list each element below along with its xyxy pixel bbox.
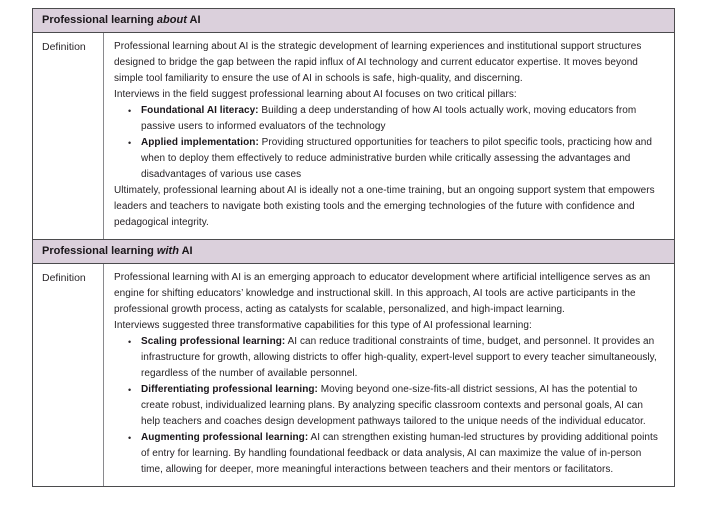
outro-paragraph: Ultimately, professional learning about AI is ideally not a one-time training, but an ongoing support system that empowers leaders and teachers to navigate both existing tools and the emerging technologies of the future with confidence and pedagogical integrity. bbox=[114, 185, 655, 228]
intro-paragraph: Professional learning with AI is an emerging approach to educator development where artificial intelligence serves as an engine for shifting educators’ knowledge and instructional skill. In this approach, AI tools are active participants in the professional growth process, acting as catalysts for scalable, personalized, and high-impact learning. bbox=[114, 272, 651, 315]
bullet-item-augmenting-professional-learning bbox=[114, 430, 662, 478]
bullet-text: Providing structured opportunities for teachers to pilot specific tools, practicing how and when to deploy them effectively to reduce administrative burden while critically assessing the advantages and disadvantages of various use cases bbox=[141, 137, 652, 180]
bullet-item-differentiating-professional-learning bbox=[114, 382, 662, 430]
section-header-text-prefix: Professional learning bbox=[42, 14, 157, 26]
bullet-marker: • bbox=[128, 106, 132, 116]
definitions-table bbox=[32, 8, 675, 487]
bullet-item-scaling-professional-learning bbox=[114, 334, 662, 382]
lead-in-paragraph: Interviews suggested three transformative capabilities for this type of AI professional learning: bbox=[114, 320, 532, 331]
bullet-item-foundational-ai-literacy bbox=[114, 103, 662, 135]
section-header-with-ai bbox=[33, 240, 674, 264]
intro-paragraph: Professional learning about AI is the strategic development of learning experiences and institutional support structures designed to bridge the gap between the rapid influx of AI technology and current educator expertise. It moves beyond simple tool familiarity to ensure the use of AI in schools is safe, high-quality, and discerning. bbox=[114, 41, 642, 84]
definition-row-about-ai bbox=[33, 33, 674, 240]
bullet-bold-label: Scaling professional learning: bbox=[141, 336, 286, 347]
section-header-text-suffix: AI bbox=[186, 14, 201, 26]
section-header-about-ai bbox=[33, 9, 674, 33]
bullet-marker: • bbox=[128, 385, 132, 395]
section-header-text-prefix: Professional learning bbox=[42, 245, 157, 257]
bullet-marker: • bbox=[128, 138, 132, 148]
row-label-definition: Definition bbox=[33, 33, 104, 239]
definition-content-with-ai bbox=[104, 264, 674, 486]
bullet-item-applied-implementation bbox=[114, 135, 662, 183]
bullet-marker: • bbox=[128, 337, 132, 347]
row-label-definition: Definition bbox=[33, 264, 104, 486]
section-header-text-emphasis: about bbox=[156, 14, 187, 26]
bullet-text: AI can reduce traditional constraints of time, budget, and personnel. It provides an infrastructure for growth, allowing districts to offer high-quality, expert-level support to every teacher simultaneously, regardless of the number of available personnel. bbox=[141, 336, 657, 379]
bullet-bold-label: Augmenting professional learning: bbox=[141, 432, 309, 443]
bullet-bold-label: Foundational AI literacy: bbox=[141, 105, 259, 116]
bullet-bold-label: Applied implementation: bbox=[141, 137, 259, 148]
section-header-text-emphasis: with bbox=[156, 245, 179, 257]
bullet-text: AI can strengthen existing human-led structures by providing additional points of entry for learning. By handling foundational feedback or data analysis, AI can maximize the value of in-person time, allowing for deeper, more meaningful interactions between teachers and their mentors or facilitators. bbox=[141, 432, 658, 475]
bullet-text: Moving beyond one-size-fits-all district sessions, AI has the potential to create robust, individualized learning plans. By analyzing specific classroom contexts and personal goals, AI can help teachers and coaches design development pathways tailored to the unique needs of the individual educator. bbox=[141, 384, 646, 427]
bullet-bold-label: Differentiating professional learning: bbox=[141, 384, 318, 395]
definition-row-with-ai bbox=[33, 264, 674, 486]
lead-in-paragraph: Interviews in the field suggest professional learning about AI focuses on two critical pillars: bbox=[114, 89, 517, 100]
bullet-marker: • bbox=[128, 433, 132, 443]
definition-content-about-ai bbox=[104, 33, 674, 239]
section-header-text-suffix: AI bbox=[178, 245, 193, 257]
bullet-text: Building a deep understanding of how AI tools actually work, moving educators from passive users to informed evaluators of the technology bbox=[141, 105, 637, 132]
